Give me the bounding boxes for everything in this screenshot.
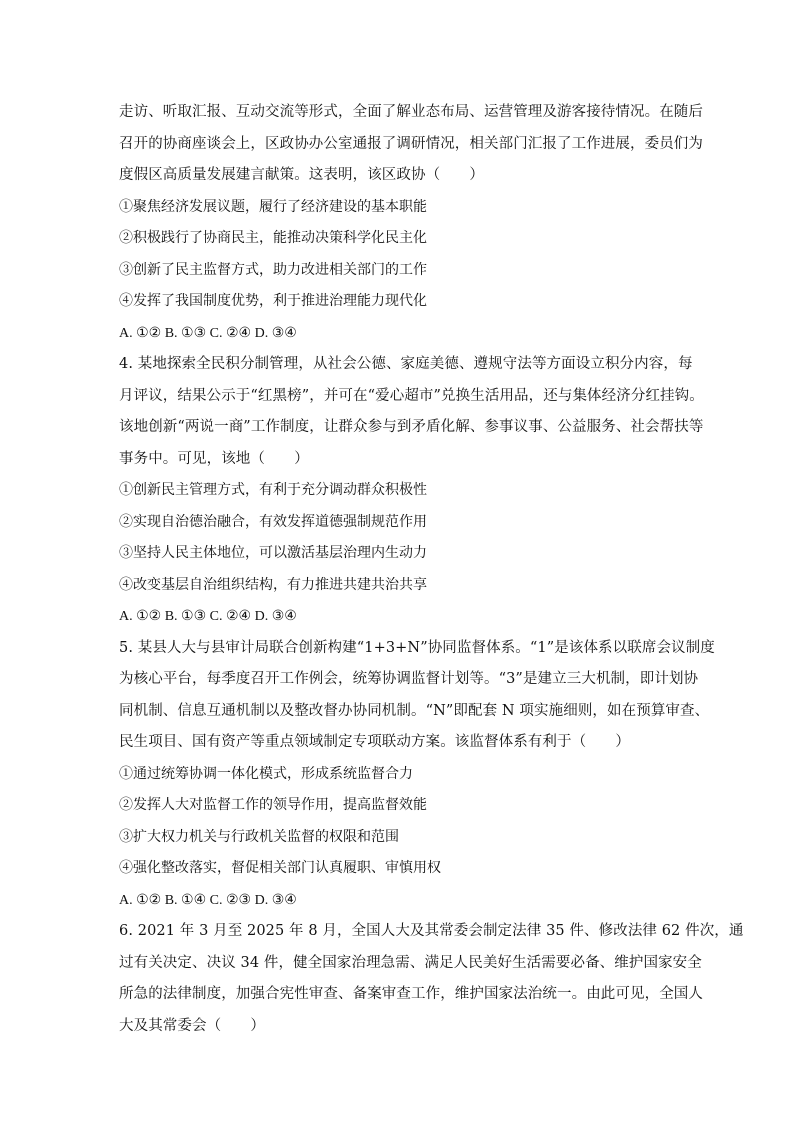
question-5-answer-choices: A. ①② B. ①④ C. ②③ D. ③④ xyxy=(119,892,297,908)
question-5-stem-line: 同机制、信息互通机制以及整改督办协同机制。“N”即配套 N 项实施细则，如在预算审查、 xyxy=(119,702,710,719)
question-4-option: ①创新民主管理方式，有利于充分调动群众积极性 xyxy=(119,482,427,498)
question-5-stem-line: 5. 某县人大与县审计局联合创新构建“1+3+N”协同监督体系。“1”是该体系以联席会议制度 xyxy=(119,639,715,656)
question-3-stem-line: 走访、听取汇报、互动交流等形式，全面了解业态布局、运营管理及游客接待情况。在随后 xyxy=(119,104,703,120)
question-4-option: ④改变基层自治组织结构，有力推进共建共治共享 xyxy=(119,576,427,593)
question-6-stem-line: 过有关决定、决议 34 件，健全国家治理急需、满足人民美好生活需要必备、维护国家安全 xyxy=(119,954,702,971)
question-6-stem-line: 6. 2021 年 3 月至 2025 年 8 月，全国人大及其常委会制定法律 35 件、修改法律 62 件次，通 xyxy=(119,923,744,939)
question-3-stem-line: 召开的协商座谈会上，区政协办公室通报了调研情况，相关部门汇报了工作进展，委员们为 xyxy=(119,135,703,152)
question-4-stem-line: 4. 某地探索全民积分制管理，从社会公德、家庭美德、遵规守法等方面设立积分内容，每 xyxy=(119,356,693,372)
question-5-stem-line: 为核心平台，每季度召开工作例会，统筹协调监督计划等。“3”是建立三大机制，即计划协 xyxy=(119,671,699,687)
question-3-stem-line: 度假区高质量发展建言献策。这表明，该区政协（ ） xyxy=(119,167,484,183)
question-4-block xyxy=(119,349,704,633)
question-4-answer-choices: A. ①② B. ①③ C. ②④ D. ③④ xyxy=(119,609,297,624)
question-3-option: ①聚焦经济发展议题，履行了经济建设的基本职能 xyxy=(119,198,427,215)
question-4-stem-line: 月评议，结果公示于“红黑榜”，并可在“爱心超市”兑换生活用品，还与集体经济分红挂钩。 xyxy=(119,387,704,404)
question-5-option: ④强化整改落实，督促相关部门认真履职、审慎用权 xyxy=(119,860,441,876)
question-3-answer-choices: A. ①② B. ①③ C. ②④ D. ③④ xyxy=(119,325,297,341)
question-4-stem-line: 事务中。可见，该地（ ） xyxy=(119,450,309,467)
question-5-option: ③扩大权力机关与行政机关监督的权限和范围 xyxy=(119,828,399,845)
question-5-option: ①通过统筹协调一体化模式，形成系统监督合力 xyxy=(119,765,413,782)
question-6-stem-line: 所急的法律制度，加强合宪性审查、备案审查工作，维护国家法治统一。由此可见，全国人 xyxy=(119,986,703,1002)
question-4-option: ③坚持人民主体地位，可以激活基层治理内生动力 xyxy=(119,545,427,561)
question-4-stem-line: 该地创新“两说一商”工作制度，让群众参与到矛盾化解、参事议事、公益服务、社会帮扶等 xyxy=(119,419,704,435)
question-6-stem-line: 大及其常委会（ ） xyxy=(119,1017,265,1034)
question-4-option: ②实现自治德治融合，有效发挥道德强制规范作用 xyxy=(119,513,427,530)
question-3-option: ③创新了民主监督方式，助力改进相关部门的工作 xyxy=(119,261,427,278)
question-5-block xyxy=(119,633,715,917)
question-3-block xyxy=(119,97,703,349)
exam-page xyxy=(119,97,744,1042)
question-3-option: ②积极践行了协商民主，能推动决策科学化民主化 xyxy=(119,230,427,246)
question-5-option: ②发挥人大对监督工作的领导作用，提高监督效能 xyxy=(119,797,427,813)
question-5-stem-line: 民生项目、国有资产等重点领域制定专项联动方案。该监督体系有利于（ ） xyxy=(119,734,630,750)
question-6-block xyxy=(119,916,744,1042)
question-3-option: ④发挥了我国制度优势，利于推进治理能力现代化 xyxy=(119,293,427,309)
